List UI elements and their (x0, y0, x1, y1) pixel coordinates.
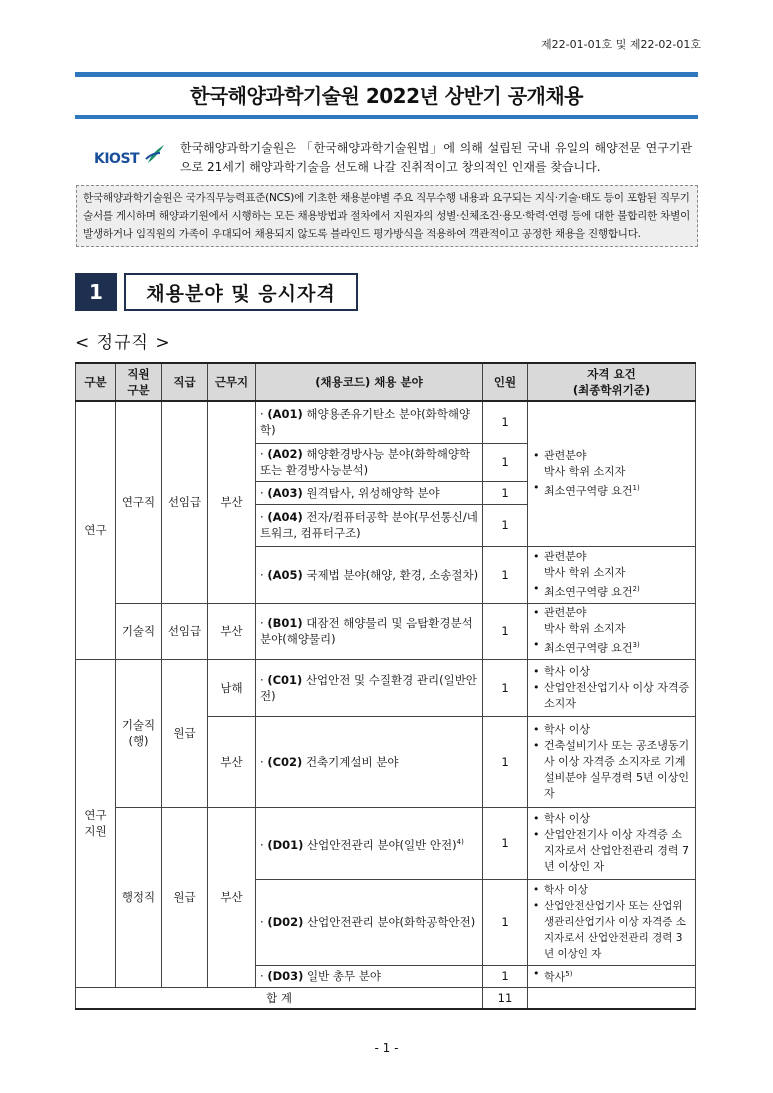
logo-text: KIOST (94, 151, 140, 167)
footnote-ref: 1) (632, 483, 640, 492)
qualification-d01 (528, 807, 696, 879)
field-a02: · (A02) 해양환경방사능 분야(화학해양학 또는 환경방사능분석) (256, 443, 483, 481)
field-name-b01: 대잠전 해양물리 및 음탐환경분석 분야(해양물리) (260, 616, 473, 646)
footnote-ref: 3) (632, 641, 640, 650)
qual-item: • 학사 이상 (533, 882, 692, 898)
qual-item: • 학사$^{5)}$ (533, 966, 692, 986)
field-name-c02: 건축기계설비 분야 (305, 754, 399, 769)
qualification-a01-a04 (528, 401, 696, 546)
footnote-ref: 5) (565, 970, 573, 979)
recruitment-table (75, 362, 696, 1010)
job-type-admin: 행정직 (116, 807, 162, 987)
title-top-rule (75, 72, 698, 77)
count-a05: 1 (483, 546, 528, 603)
qual-item: • 관련분야 박사 학위 소지자 (533, 549, 692, 581)
page-number: - 1 - (374, 1041, 399, 1055)
location-busan: 부산 (208, 401, 256, 603)
title-bottom-rule (75, 115, 698, 119)
qual-item: • 관련분야 박사 학위 소지자 (533, 605, 692, 637)
count-d01: 1 (483, 807, 528, 879)
field-name-d02: 산업안전관리 분야(화학공학안전) (307, 915, 476, 929)
field-name-d01: 산업안전관리 분야(일반 안전) (307, 837, 457, 852)
qual-item: • 최소연구역량 요건$^{3)}$ (533, 637, 692, 657)
count-c02: 1 (483, 716, 528, 807)
field-c01: · (C01) 산업안전 및 수질환경 관리(일반안전) (256, 659, 483, 716)
field-b01: · (B01) 대잠전 해양물리 및 음탐환경분석 분야(해양물리) (256, 603, 483, 659)
field-name-a02: 해양환경방사능 분야(화학해양학 또는 환경방사능분석) (260, 447, 471, 477)
field-a05: · (A05) 국제법 분야(해양, 환경, 소송절차) (256, 546, 483, 603)
category-support: 연구 지원 (76, 659, 116, 987)
logo-leaf-icon (144, 143, 166, 165)
qual-item: • 산업안전산업기사 이상 자격증 소지자 (533, 680, 692, 712)
header-job-type: 직원 구분 (116, 363, 162, 401)
document-number: 제22-01-01호 및 제22-02-01호 (541, 38, 701, 51)
qualification-c02 (528, 716, 696, 807)
footnote-ref: 4) (456, 837, 464, 846)
intro-text: 한국해양과학기술원은 「한국해양과학기술원법」에 의해 설립된 국내 유일의 해양전문 연구기관으로 21세기 해양과학기술을 선도해 나갈 진취적이고 창의적인 인재를 찾습니다. (180, 141, 692, 174)
grade-senior: 선임급 (162, 603, 208, 659)
field-a01: · (A01) 해양용존유기탄소 분야(화학해양학) (256, 401, 483, 443)
location-busan: 부산 (208, 603, 256, 659)
count-d02: 1 (483, 879, 528, 965)
qual-item: • 최소연구역량 요건$^{1)}$ (533, 480, 692, 500)
field-name-a03: 원격탐사, 위성해양학 분야 (306, 485, 440, 500)
field-name-d03: 일반 총무 분야 (307, 969, 381, 983)
job-type-technical-h: 기술직 (행) (116, 659, 162, 807)
page-title: 한국해양과학기술원 2022년 상반기 공개채용 (190, 84, 583, 108)
field-d01: · (D01) 산업안전관리 분야(일반 안전)$^{4)}$ (256, 807, 483, 879)
grade-senior: 선임급 (162, 401, 208, 603)
header-category: 구분 (76, 363, 116, 401)
qual-item: • 최소연구역량 요건$^{2)}$ (533, 581, 692, 601)
total-label: 합 계 (76, 987, 483, 1009)
table-row (76, 807, 696, 879)
total-count: 11 (483, 987, 528, 1009)
table-row (76, 401, 696, 443)
grade-staff: 원급 (162, 659, 208, 807)
qual-item: • 건축설비기사 또는 공조냉동기사 이상 자격증 소지자로 기계설비분야 실무경력 5년 이상인 자 (533, 738, 692, 802)
field-a04: · (A04) 전자/컴퓨터공학 분야(무선통신/네트워크, 컴퓨터구조) (256, 504, 483, 546)
job-type-researcher: 연구직 (116, 401, 162, 603)
section-title: 채용분야 및 응시자격 (124, 273, 358, 311)
category-research: 연구 (76, 401, 116, 659)
field-name-a01: 해양용존유기탄소 분야(화학해양학) (260, 407, 471, 438)
count-a02: 1 (483, 443, 528, 481)
field-name-c01: 산업안전 및 수질환경 관리(일반안전) (260, 672, 477, 703)
total-empty (528, 987, 696, 1009)
kiost-logo (94, 143, 166, 171)
qual-item: • 산업안전기사 이상 자격증 소지자로서 산업안전관리 경력 7년 이상인 자 (533, 827, 692, 875)
header-field: (채용코드) 채용 분야 (256, 363, 483, 401)
field-a03: · (A03) 원격탐사, 위성해양학 분야 (256, 481, 483, 504)
location-busan: 부산 (208, 716, 256, 807)
qual-item: • 학사 이상 (533, 664, 692, 680)
code-a01: (A01) (267, 407, 303, 422)
qualification-c01 (528, 659, 696, 716)
qualification-b01 (528, 603, 696, 659)
count-d03: 1 (483, 965, 528, 987)
field-d02: · (D02) 산업안전관리 분야(화학공학안전) (256, 879, 483, 965)
table-row (76, 603, 696, 659)
header-grade: 직급 (162, 363, 208, 401)
qual-item: • 관련분야 박사 학위 소지자 (533, 448, 692, 480)
header-count: 인원 (483, 363, 528, 401)
count-a03: 1 (483, 481, 528, 504)
count-c01: 1 (483, 659, 528, 716)
subsection-title: < 정규직 > (75, 333, 171, 353)
field-c02: · (C02) 건축기계설비 분야 (256, 716, 483, 807)
field-name-a05: 국제법 분야(해양, 환경, 소송절차) (306, 567, 479, 582)
footnote-ref: 2) (632, 584, 640, 593)
qualification-d03 (528, 965, 696, 987)
location-busan: 부산 (208, 807, 256, 987)
section-number: 1 (75, 273, 117, 311)
field-name-a04: 전자/컴퓨터공학 분야(무선통신/네트워크, 컴퓨터구조) (260, 510, 478, 540)
table-row (76, 659, 696, 716)
total-row (76, 987, 696, 1009)
header-location: 근무지 (208, 363, 256, 401)
count-a04: 1 (483, 504, 528, 546)
qualification-a05 (528, 546, 696, 603)
count-a01: 1 (483, 401, 528, 443)
header-qualification: 자격 요건 (최종학위기준) (528, 363, 696, 401)
field-d03: · (D03) 일반 총무 분야 (256, 965, 483, 987)
qual-item: • 학사 이상 (533, 722, 692, 738)
qualification-d02 (528, 879, 696, 965)
qual-item: • 산업안전산업기사 또는 산업위생관리산업기사 이상 자격증 소지자로서 산업안전관리 경력 3년 이상인 자 (533, 898, 692, 962)
count-b01: 1 (483, 603, 528, 659)
grade-staff: 원급 (162, 807, 208, 987)
location-namhae: 남해 (208, 659, 256, 716)
blind-hiring-notice: 한국해양과학기술원은 국가직무능력표준(NCS)에 기초한 채용분야별 주요 직무수행 내용과 요구되는 지식·기술·태도 등이 포함된 직무기술서를 게시하며 해양과기원에서 시행하는 모든 채용방법과 절차에서 지원자의 성별·신체조건·용모·학력·연령 등에 대한 불합리한 차별이 발생하거나 임직원의 가족이 우대되어 채용되지 않도록 블라인드 평가방식을 적용하여 객관적이고 공정한 채용을 진행합니다. (76, 185, 698, 247)
job-type-technical: 기술직 (116, 603, 162, 659)
qual-item: • 학사 이상 (533, 811, 692, 827)
